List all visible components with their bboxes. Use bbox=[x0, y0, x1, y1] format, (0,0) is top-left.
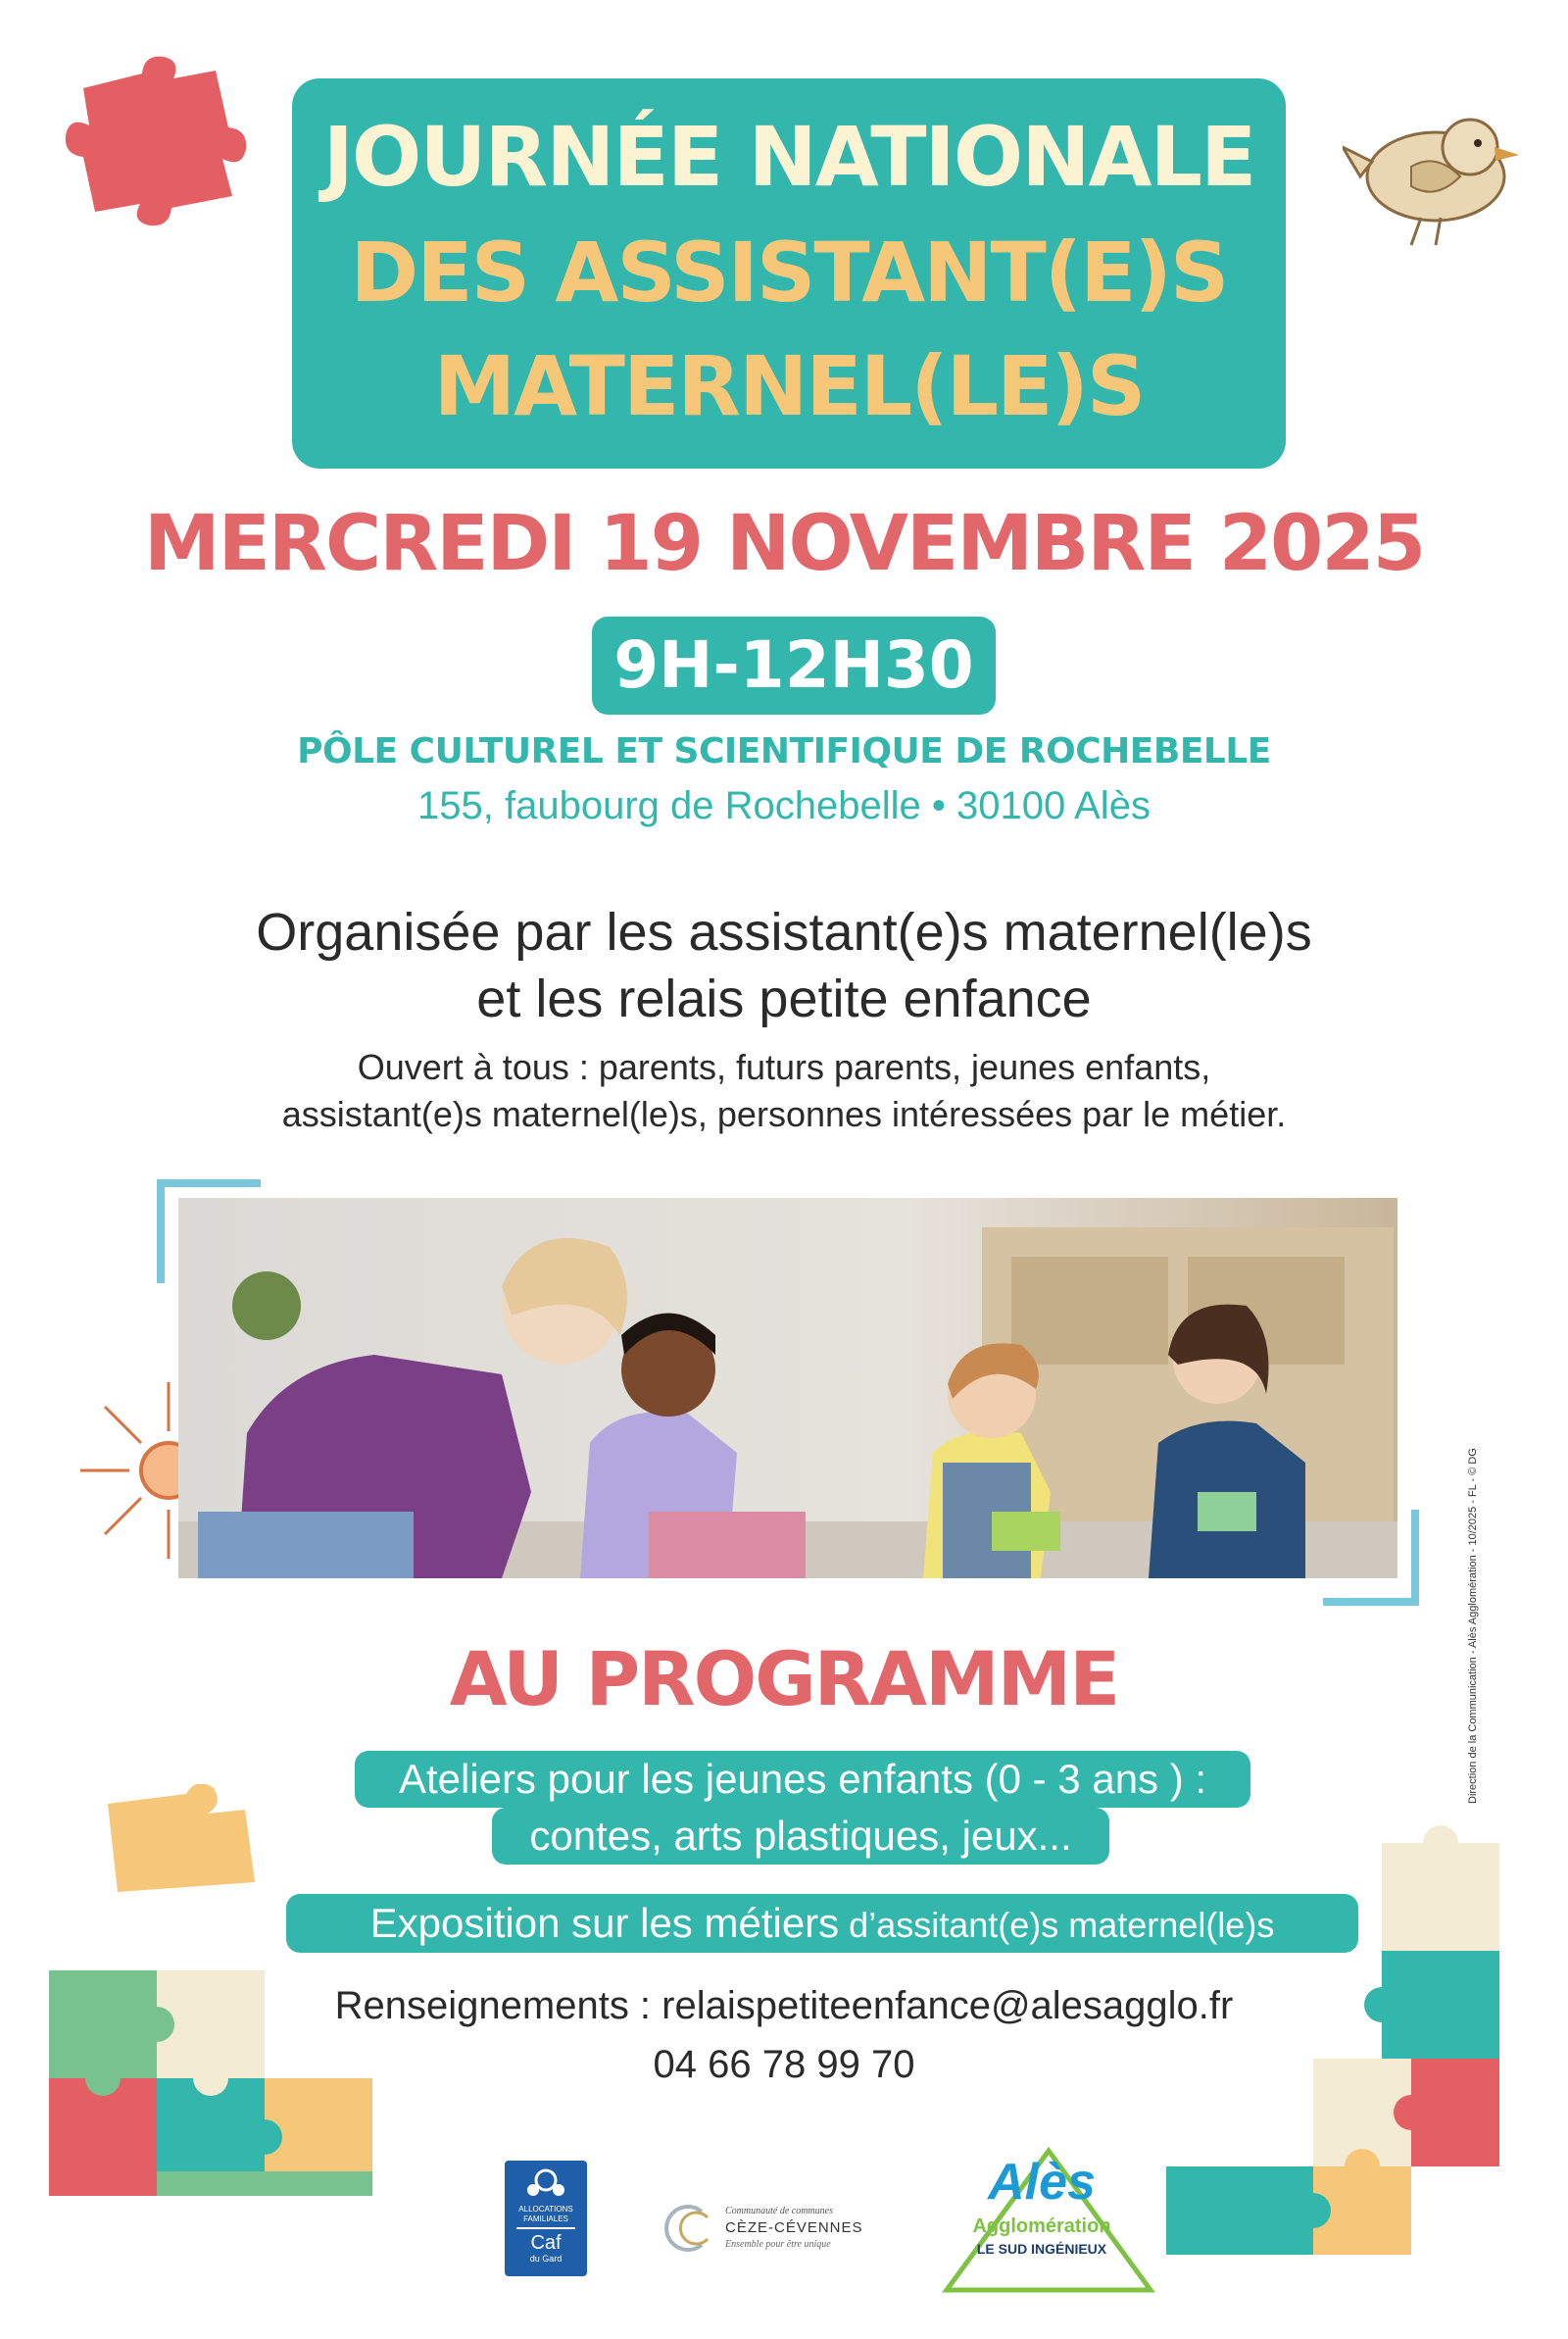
ceze-tagline: Ensemble pour être unique bbox=[725, 2239, 831, 2250]
ales-name: Alès bbox=[988, 2154, 1096, 2211]
caf-line-2: FAMILIALES bbox=[523, 2215, 568, 2223]
credit-vertical: Direction de la Communication - Alès Agglomération - 10/2025 - FL - © DG bbox=[1467, 1448, 1479, 1804]
caf-line-1: ALLOCATIONS bbox=[518, 2205, 573, 2214]
ceze-name: CÈZE-CÉVENNES bbox=[725, 2219, 863, 2236]
organizers-line-2: et les relais petite enfance bbox=[476, 970, 1092, 1028]
program-item-workshops-line-2: contes, arts plastiques, jeux... bbox=[492, 1808, 1109, 1865]
photo-children-playing bbox=[178, 1198, 1397, 1578]
organizers-line-1: Organisée par les assistant(e)s maternel(le)s bbox=[256, 903, 1312, 962]
title-line-3: MATERNEL(LE)S bbox=[433, 338, 1145, 434]
exhibition-main-text: Exposition sur les métiers bbox=[369, 1900, 840, 1946]
title-line-2: DES ASSISTANT(E)S bbox=[350, 224, 1228, 321]
title-line-1: JOURNÉE NATIONALE bbox=[322, 109, 1255, 205]
caf-emblem-icon bbox=[521, 2166, 570, 2200]
ceze-line-1: Communauté de communes bbox=[725, 2206, 833, 2216]
event-time: 9H-12H30 bbox=[592, 617, 996, 715]
contact-phone: 04 66 78 99 70 bbox=[653, 2043, 915, 2086]
ceze-cevennes-icon bbox=[662, 2204, 721, 2253]
puzzle-cluster-bottom-left bbox=[49, 1784, 382, 2196]
caf-region: du Gard bbox=[529, 2254, 563, 2264]
contact-email-line: Renseignements : relaispetiteenfance@alesagglo.fr bbox=[334, 1984, 1234, 2027]
audience-line-2: assistant(e)s maternel(le)s, personnes intéressées par le métier. bbox=[281, 1094, 1287, 1134]
event-address: 155, faubourg de Rochebelle • 30100 Alès bbox=[417, 784, 1151, 827]
bird-illustration bbox=[1343, 108, 1529, 255]
ales-tagline: LE SUD INGÉNIEUX bbox=[976, 2241, 1107, 2257]
puzzle-piece-top-left bbox=[54, 49, 260, 235]
ales-sub: Agglomération bbox=[972, 2215, 1111, 2237]
caf-name: Caf bbox=[530, 2232, 562, 2254]
program-title: AU PROGRAMME bbox=[449, 1635, 1119, 1722]
caf-logo bbox=[505, 2161, 587, 2276]
title-banner bbox=[292, 78, 1286, 469]
puzzle-cluster-bottom-right bbox=[1166, 1823, 1519, 2255]
exhibition-secondary-text: d’assitant(e)s maternel(le)s bbox=[839, 1905, 1275, 1945]
audience-line-1: Ouvert à tous : parents, futurs parents, jeunes enfants, bbox=[357, 1047, 1211, 1087]
caf-divider bbox=[516, 2227, 575, 2229]
event-venue: PÔLE CULTUREL ET SCIENTIFIQUE DE ROCHEBELLE bbox=[297, 731, 1271, 771]
event-date: MERCREDI 19 NOVEMBRE 2025 bbox=[144, 500, 1424, 588]
program-item-workshops-line-1: Ateliers pour les jeunes enfants (0 - 3 ans ) : bbox=[355, 1751, 1250, 1808]
